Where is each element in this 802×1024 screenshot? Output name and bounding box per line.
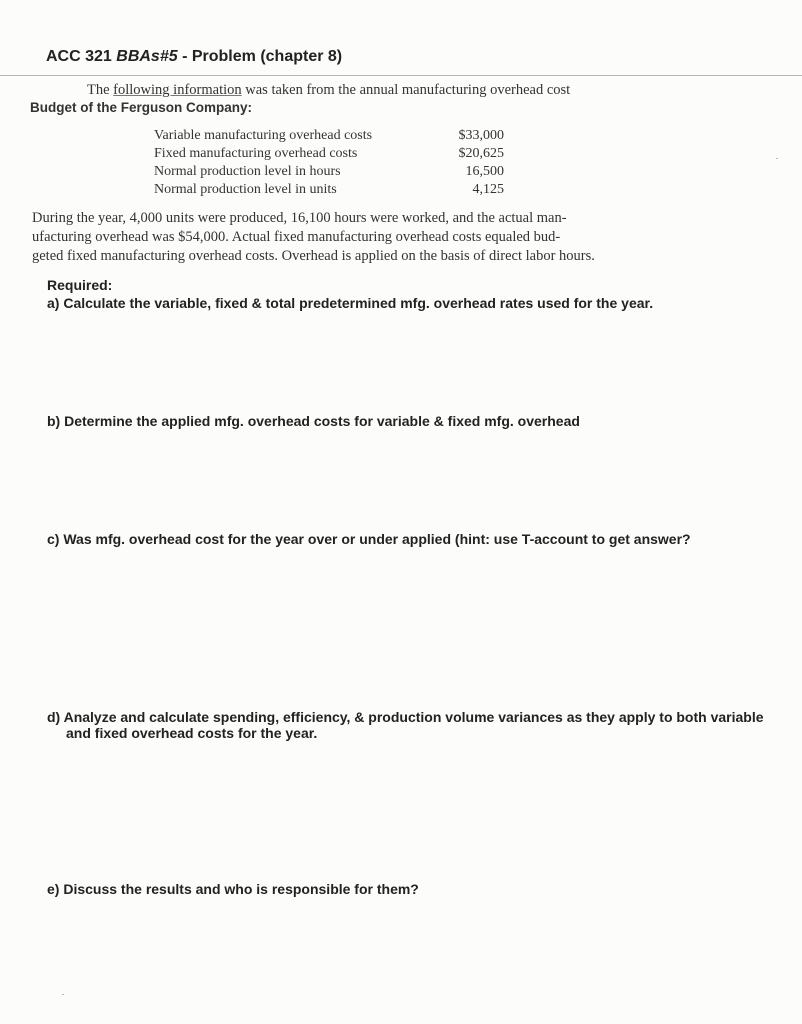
intro-text bbox=[87, 82, 570, 99]
course-code: ACC 321 bbox=[46, 48, 112, 65]
required-heading: Required: bbox=[47, 277, 113, 293]
cost-row bbox=[154, 163, 504, 181]
paragraph-line: ufacturing overhead was $54,000. Actual fixed manufacturing overhead costs equaled bud- bbox=[32, 229, 561, 245]
question-d-line2: and fixed overhead costs for the year. bbox=[66, 725, 318, 741]
cost-row bbox=[154, 127, 504, 145]
cost-value: 4,125 bbox=[472, 182, 504, 197]
cost-label: Normal production level in hours bbox=[154, 164, 341, 179]
problem-paragraph bbox=[32, 209, 722, 266]
page-title bbox=[46, 48, 342, 66]
paragraph-line: geted fixed manufacturing overhead costs. Overhead is applied on the basis of direct labor hours. bbox=[32, 248, 595, 264]
intro-underlined: following information bbox=[113, 82, 242, 98]
paragraph-line: During the year, 4,000 units were produced, 16,100 hours were worked, and the actual man- bbox=[32, 210, 567, 226]
intro-company-line: Budget of the Ferguson Company: bbox=[30, 100, 252, 115]
scan-speck bbox=[62, 994, 64, 995]
title-separator: - bbox=[182, 48, 188, 65]
assignment-id: BBAs#5 bbox=[116, 48, 178, 65]
question-b: b) Determine the applied mfg. overhead costs for variable & fixed mfg. overhead bbox=[47, 413, 580, 429]
cost-value: $20,625 bbox=[458, 146, 504, 161]
intro-suffix: was taken from the annual manufacturing overhead cost bbox=[241, 82, 571, 98]
header-divider bbox=[0, 75, 802, 76]
question-a: a) Calculate the variable, fixed & total predetermined mfg. overhead rates used for the year. bbox=[47, 295, 654, 311]
scan-speck bbox=[776, 158, 778, 159]
cost-label: Fixed manufacturing overhead costs bbox=[154, 146, 358, 161]
cost-value: 16,500 bbox=[465, 164, 504, 179]
intro-prefix: The bbox=[87, 82, 114, 98]
cost-value: $33,000 bbox=[458, 128, 504, 143]
cost-label: Normal production level in units bbox=[154, 182, 337, 197]
problem-title: Problem (chapter 8) bbox=[191, 48, 343, 65]
question-e: e) Discuss the results and who is responsible for them? bbox=[47, 881, 419, 897]
question-c: c) Was mfg. overhead cost for the year over or under applied (hint: use T-account to get answer? bbox=[47, 531, 691, 547]
cost-label: Variable manufacturing overhead costs bbox=[154, 128, 373, 143]
question-d bbox=[47, 709, 767, 741]
cost-row bbox=[154, 145, 504, 163]
cost-table bbox=[154, 127, 504, 199]
question-d-line1: d) Analyze and calculate spending, efficiency, & production volume variances as they apply to both variable bbox=[47, 709, 764, 725]
cost-row bbox=[154, 181, 504, 199]
